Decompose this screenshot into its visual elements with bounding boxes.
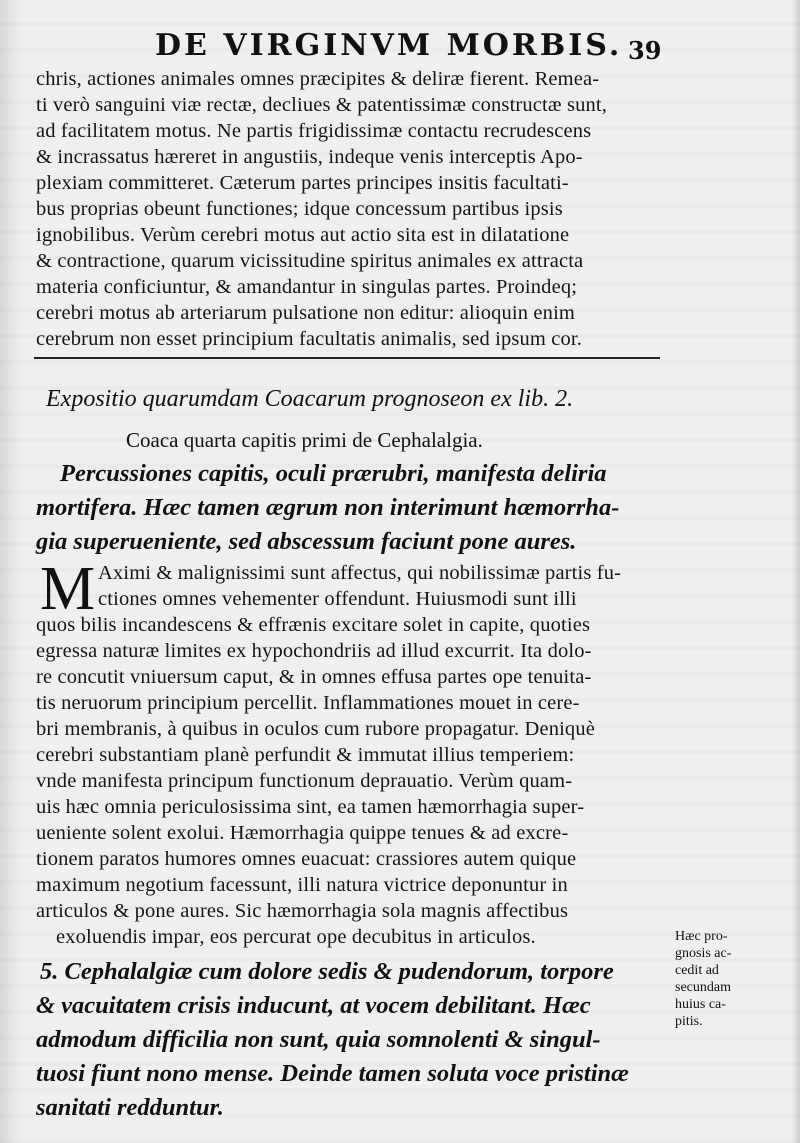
text-line: ti verò sanguini viæ rectæ, decliues & patentissimæ constructæ sunt,	[36, 94, 608, 116]
margin-note-line: cedit ad	[675, 963, 719, 978]
text-line: Aximi & malignissimi sunt affectus, qui nobilissimæ partis fu-	[98, 562, 622, 584]
drop-cap: M	[40, 555, 96, 623]
text-line: maximum negotium facessunt, illi natura victrice deponuntur in	[36, 874, 568, 896]
page-number: 39	[628, 36, 662, 65]
margin-note-line: pitis.	[675, 1014, 703, 1029]
text-line: ad facilitatem motus. Ne partis frigidissimæ contactu recrudescens	[36, 120, 592, 142]
aphorism-line: gia superueniente, sed abscessum faciunt pone aures.	[36, 528, 577, 555]
running-head: DE VIRGINVM MORBIS.	[155, 28, 623, 63]
text-line: ignobilibus. Verùm cerebri motus aut actio sita est in dilatatione	[36, 224, 570, 246]
aphorism-line: tuosi fiunt nono mense. Deinde tamen soluta voce pristinæ	[36, 1060, 629, 1087]
margin-note-line: Hæc pro-	[675, 929, 728, 944]
text-line: tis neruorum principium percellit. Inflammationes mouet in cere-	[36, 692, 580, 714]
text-line: cerebri substantiam planè perfundit & immutat illius temperiem:	[36, 744, 575, 766]
text-line: plexiam committeret. Cæterum partes principes insitis facultati-	[36, 172, 569, 194]
margin-note	[675, 928, 785, 1030]
margin-note-line: huius ca-	[675, 997, 726, 1012]
text-line: & contractione, quarum vicissitudine spiritus animales ex attracta	[36, 250, 584, 272]
text-line: articulos & pone aures. Sic hæmorrhagia sola magnis affectibus	[36, 900, 569, 922]
text-line: uis hæc omnia periculosissima sint, ea tamen hæmorrhagia super-	[36, 796, 585, 818]
text-line: cerebri motus ab arteriarum pulsatione non editur: alioquin enim	[36, 302, 576, 324]
text-line: bus proprias obeunt functiones; idque concessum partibus ipsis	[36, 198, 563, 220]
aphorism-line: & vacuitatem crisis inducunt, at vocem debilitant. Hæc	[36, 992, 591, 1019]
text-line: cerebrum non esset principium facultatis animalis, sed ipsum cor.	[36, 328, 583, 350]
text-line: exoluendis impar, eos percurat ope decubitus in articulos.	[56, 926, 536, 948]
aphorism-line: 5. Cephalalgiæ cum dolore sedis & pudendorum, torpore	[40, 958, 614, 985]
text-line: materia conficiuntur, & amandantur in singulas partes. Proindeq;	[36, 276, 578, 298]
section-title: Expositio quarumdam Coacarum prognoseon ex lib. 2.	[46, 386, 574, 412]
section-divider	[34, 357, 660, 359]
text-line: quos bilis incandescens & effrænis excitare solet in capite, quoties	[36, 614, 591, 636]
margin-note-line: gnosis ac-	[675, 946, 732, 961]
text-line: tionem paratos humores omnes euacuat: crassiores autem quique	[36, 848, 577, 870]
text-line: re concutit vniuersum caput, & in omnes effusa partes ope tenuita-	[36, 666, 592, 688]
text-line: chris, actiones animales omnes præcipites & deliræ fierent. Remea-	[36, 68, 600, 90]
aphorism-line: sanitati redduntur.	[36, 1094, 224, 1121]
margin-note-line: secundam	[675, 980, 731, 995]
text-line: & incrassatus hæreret in angustiis, indeque venis interceptis Apo-	[36, 146, 583, 168]
aphorism-line: Percussiones capitis, oculi prærubri, manifesta deliria	[60, 460, 607, 487]
aphorism-line: mortifera. Hæc tamen ægrum non interimunt hæmorrha-	[36, 494, 620, 521]
aphorism-line: admodum difficilia non sunt, quia somnolenti & singul-	[36, 1026, 601, 1053]
section-subtitle: Coaca quarta capitis primi de Cephalalgia.	[126, 428, 483, 452]
text-line: ctiones omnes vehementer offendunt. Huiusmodi sunt illi	[98, 588, 577, 610]
text-line: ueniente solent exolui. Hæmorrhagia quippe tenues & ad excre-	[36, 822, 569, 844]
text-line: vnde manifesta principum functionum deprauatio. Verùm quam-	[36, 770, 573, 792]
text-line: egressa naturæ limites ex hypochondriis ad illud excurrit. Ita dolo-	[36, 640, 592, 662]
text-line: bri membranis, à quibus in oculos cum rubore propagatur. Deniquè	[36, 718, 595, 740]
